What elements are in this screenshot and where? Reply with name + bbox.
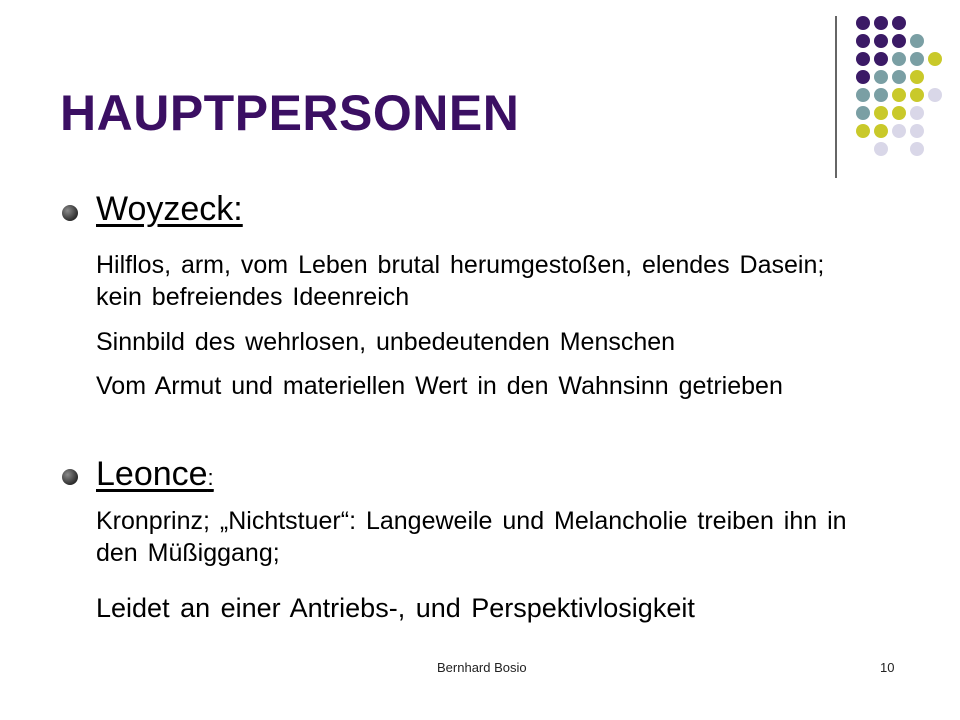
section-heading-leonce: [96, 455, 214, 494]
section-heading-woyzeck: Woyzeck:: [96, 190, 243, 228]
dot: [910, 34, 924, 48]
dot: [856, 88, 870, 102]
dot: [874, 34, 888, 48]
bullet-point-icon: [62, 469, 78, 485]
dot: [856, 106, 870, 120]
dot: [892, 52, 906, 66]
dot: [910, 142, 924, 156]
dot: [928, 88, 942, 102]
dot: [856, 70, 870, 84]
dot: [892, 106, 906, 120]
dot: [856, 124, 870, 138]
dot: [874, 124, 888, 138]
dot: [910, 124, 924, 138]
section-paragraph: Hilflos, arm, vom Leben brutal herumgestoßen, elendes Dasein; kein befreiendes Ideenreich: [96, 251, 825, 311]
divider-line: [835, 16, 837, 178]
dot: [892, 34, 906, 48]
dot: [856, 52, 870, 66]
section-paragraph: Kronprinz; „Nichtstuer“: Langeweile und Melancholie treiben ihn in den Müßiggang;: [96, 507, 847, 567]
dot: [874, 106, 888, 120]
dot: [892, 70, 906, 84]
bullet-point-icon: [62, 205, 78, 221]
section-paragraph: Leidet an einer Antriebs-, und Perspektivlosigkeit: [96, 593, 695, 623]
dot: [874, 70, 888, 84]
dot: [910, 70, 924, 84]
dot: [874, 88, 888, 102]
slide-title: HAUPTPERSONEN: [60, 85, 520, 141]
dot: [856, 34, 870, 48]
dot: [874, 142, 888, 156]
footer-author: Bernhard Bosio: [437, 660, 527, 675]
dot: [910, 88, 924, 102]
dot: [910, 52, 924, 66]
section-paragraph: Vom Armut und materiellen Wert in den Wahnsinn getrieben: [96, 372, 783, 400]
dot: [874, 52, 888, 66]
dot: [892, 16, 906, 30]
dot: [856, 16, 870, 30]
section-paragraph: Sinnbild des wehrlosen, unbedeutenden Menschen: [96, 328, 676, 356]
dot: [892, 124, 906, 138]
dot: [910, 106, 924, 120]
dot: [874, 16, 888, 30]
slide-number: 10: [880, 660, 895, 675]
section-heading-suffix: :: [207, 465, 214, 490]
dot: [892, 88, 906, 102]
dot: [928, 52, 942, 66]
section-heading-label: Leonce: [96, 455, 208, 493]
